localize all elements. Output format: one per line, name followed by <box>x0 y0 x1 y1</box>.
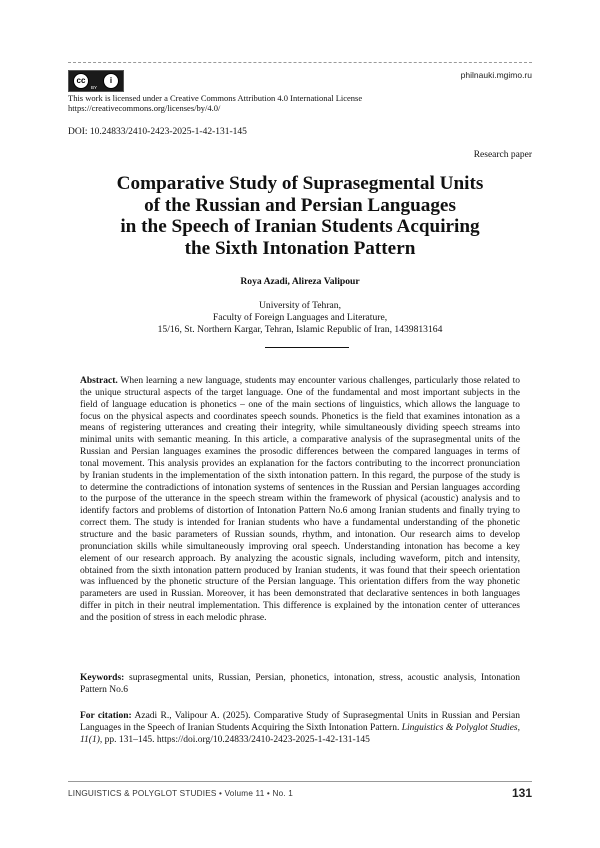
keywords-label: Keywords: <box>80 673 125 683</box>
cc-by-label: BY <box>91 85 98 90</box>
title-line: in the Speech of Iranian Students Acquiring <box>120 216 480 237</box>
affiliation-line: University of Tehran, <box>258 300 341 311</box>
title-line: the Sixth Intonation Pattern <box>184 237 416 259</box>
affiliation-line: 15/16, St. Northern Kargar, Tehran, Islamic Republic of Iran, 1439813164 <box>157 323 443 335</box>
journal-footer: LINGUISTICS & POLYGLOT STUDIES • Volume 11 • No. 1 <box>68 789 294 798</box>
doi: DOI: 10.24833/2410-2423-2025-1-42-131-145 <box>68 127 247 137</box>
affiliation <box>68 300 532 336</box>
top-rule <box>68 62 532 63</box>
person-icon: i <box>103 73 119 89</box>
citation-label: For citation: <box>80 711 132 721</box>
abstract-label: Abstract. <box>80 376 118 386</box>
footer-rule <box>68 781 532 782</box>
citation <box>80 711 520 747</box>
cc-license-badge[interactable] <box>68 70 124 92</box>
title-line: Comparative Study of Suprasegmental Units <box>116 173 484 194</box>
keywords-text: suprasegmental units, Russian, Persian, phonetics, intonation, stress, acoustic analysis, Intonation Pattern No.6 <box>80 673 521 695</box>
citation-pages-doi[interactable]: pp. 131–145. https://doi.org/10.24833/2410-2423-2025-1-42-131-145 <box>104 734 370 745</box>
page-number: 131 <box>511 786 532 800</box>
license-link[interactable]: https://creativecommons.org/licenses/by/4.0/ <box>68 103 221 113</box>
keywords <box>80 673 520 697</box>
article-type: Research paper <box>473 150 532 160</box>
citation-text: Azadi R., Valipour A. (2025). Comparative Study of Suprasegmental Units in Russian and Persian Languages in the Speech of Iranian Students Acquiring the Sixth Intonation Pattern. <box>80 711 521 733</box>
license-notice <box>68 93 362 113</box>
citation-journal: Linguistics & Polyglot Studies, 11(1), <box>80 722 520 745</box>
authors: Roya Azadi, Alireza Valipour <box>240 276 360 287</box>
abstract-text: When learning a new language, students may encounter various challenges, particularly those related to the unique structural aspects of the target language. One of the fundamental and most important subjects in the field of language education is phonetics – one of the main sections of linguistics, which allows the language to focus on the physical aspects and coordinates speech sounds. Phonetics is the field that examines intonation as a means of registering utterances and creating their integrity, while simultaneously dividing speech streams into minimal units with semantic meaning. In this article, a comparative analysis of the suprasegmental units of the Russian and Persian languages examines the prosodic differences between the compared languages in terms of tonal movement. This analysis provides an explanation for the factors contributing to the incorrect pronunciation by Iranian students in the implementation of the sixth intonation pattern. In this regard, the purpose of the study is to determine the contradictions of intonation systems of sentences in the Russian and Persian languages according to the purpose of the utterance in the speech stream within the framework of physical (acoustic) analysis and to identify factors and problems of distortion of Intonation Pattern No.6 among Iranian students and finally trying to correct them. The study is intended for Iranian students who have a fundamental understanding of the phonetic structure and the basic parameters of Russian sounds, rhythm, and intonation. Our research aims to develop pronunciation skills while simultaneously improving oral speech. Understanding intonation has become a key element of our research approach. By analyzing the acoustic signals, including waveform, pitch and intensity, obtained from the sixth intonation pattern produced by Iranian students, it was found that their speech orientation was influenced by the phonetic structure of the Persian language. This orientation differs from the way phonetic parameters are used in Russian. Moreover, it has been demonstrated that declarative sentences in both languages differ in pitch in their neutral implementation. This difference is explained by the intonation center of utterances and the position of stress in each melodic phrase. <box>80 376 520 623</box>
cc-icon: cc <box>73 73 89 89</box>
title-line: of the Russian and Persian Languages <box>144 194 456 216</box>
separator-rule <box>265 347 349 348</box>
abstract <box>80 376 520 625</box>
article-title <box>68 173 532 259</box>
affiliation-line: Faculty of Foreign Languages and Literature, <box>212 311 388 323</box>
site-url[interactable]: philnauki.mgimo.ru <box>460 70 532 80</box>
license-text: This work is licensed under a Creative Commons Attribution 4.0 International License <box>68 93 363 103</box>
